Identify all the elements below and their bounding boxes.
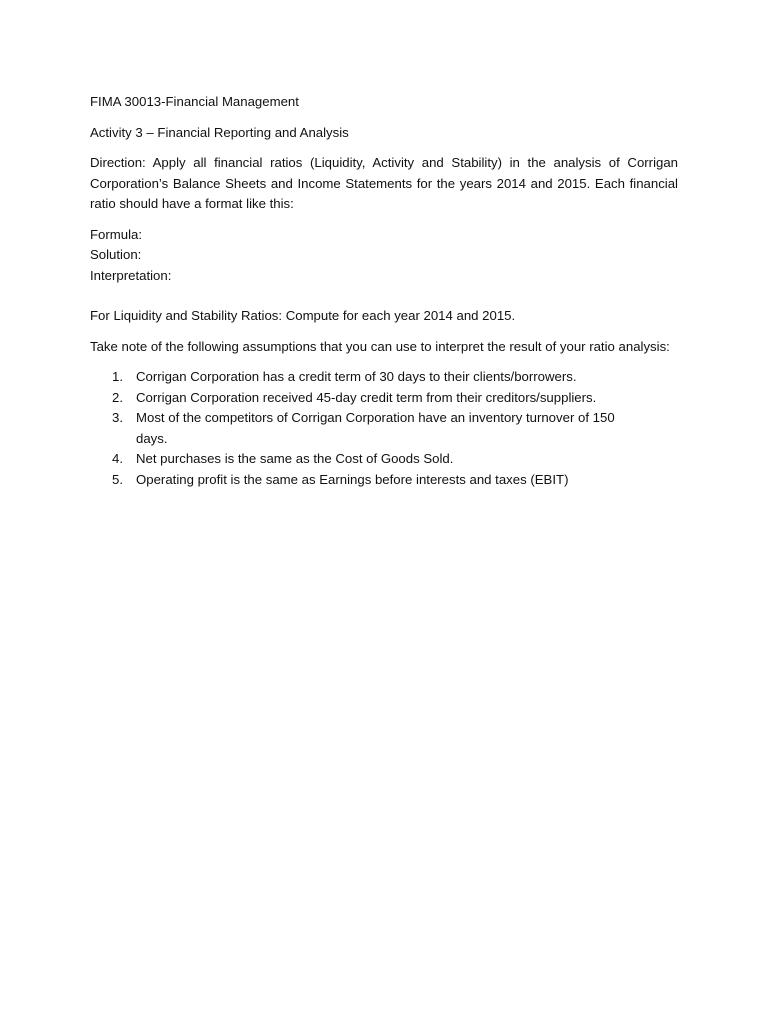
list-item (90, 470, 678, 491)
solution-label: Solution: (90, 247, 142, 262)
formula-label: Formula: (90, 226, 143, 242)
course-title: FIMA 30013-Financial Management (90, 94, 299, 109)
list-item (90, 388, 678, 409)
list-item-text: Most of the competitors of Corrigan Corporation have an inventory turnover of 150 days. (136, 410, 615, 446)
list-item (90, 449, 678, 470)
interpretation-label: Interpretation: (90, 267, 172, 283)
list-item-number: 5. (112, 471, 123, 487)
list-item-number: 3. (112, 410, 123, 425)
activity-title: Activity 3 – Financial Reporting and Analysis (90, 124, 349, 140)
format-fields (90, 225, 678, 287)
list-item-number: 4. (112, 451, 123, 466)
blank-line (90, 286, 678, 306)
list-item-number: 1. (112, 369, 123, 384)
assumptions-intro: Take note of the following assumptions that you can use to interpret the result of your ratio analysis: (90, 338, 670, 354)
list-item-text: Corrigan Corporation received 45-day credit term from their creditors/suppliers. (136, 389, 597, 405)
list-item-text: Net purchases is the same as the Cost of Goods Sold. (136, 451, 454, 466)
list-item-text: Operating profit is the same as Earnings before interests and taxes (EBIT) (136, 471, 569, 487)
list-item-number: 2. (112, 389, 123, 405)
liquidity-note: For Liquidity and Stability Ratios: Compute for each year 2014 and 2015. (90, 308, 516, 323)
list-item-text: Corrigan Corporation has a credit term of 30 days to their clients/borrowers. (136, 369, 577, 384)
assumptions-list (90, 367, 678, 490)
list-item (90, 408, 678, 449)
list-item (90, 367, 678, 388)
direction-paragraph: Direction: Apply all financial ratios (Liquidity, Activity and Stability) in the analysis of Corrigan Corporation’s Balance Sheets and Income Statements for the years 2014 and 2015. Each financial ratio should have a format like this: (90, 155, 678, 211)
